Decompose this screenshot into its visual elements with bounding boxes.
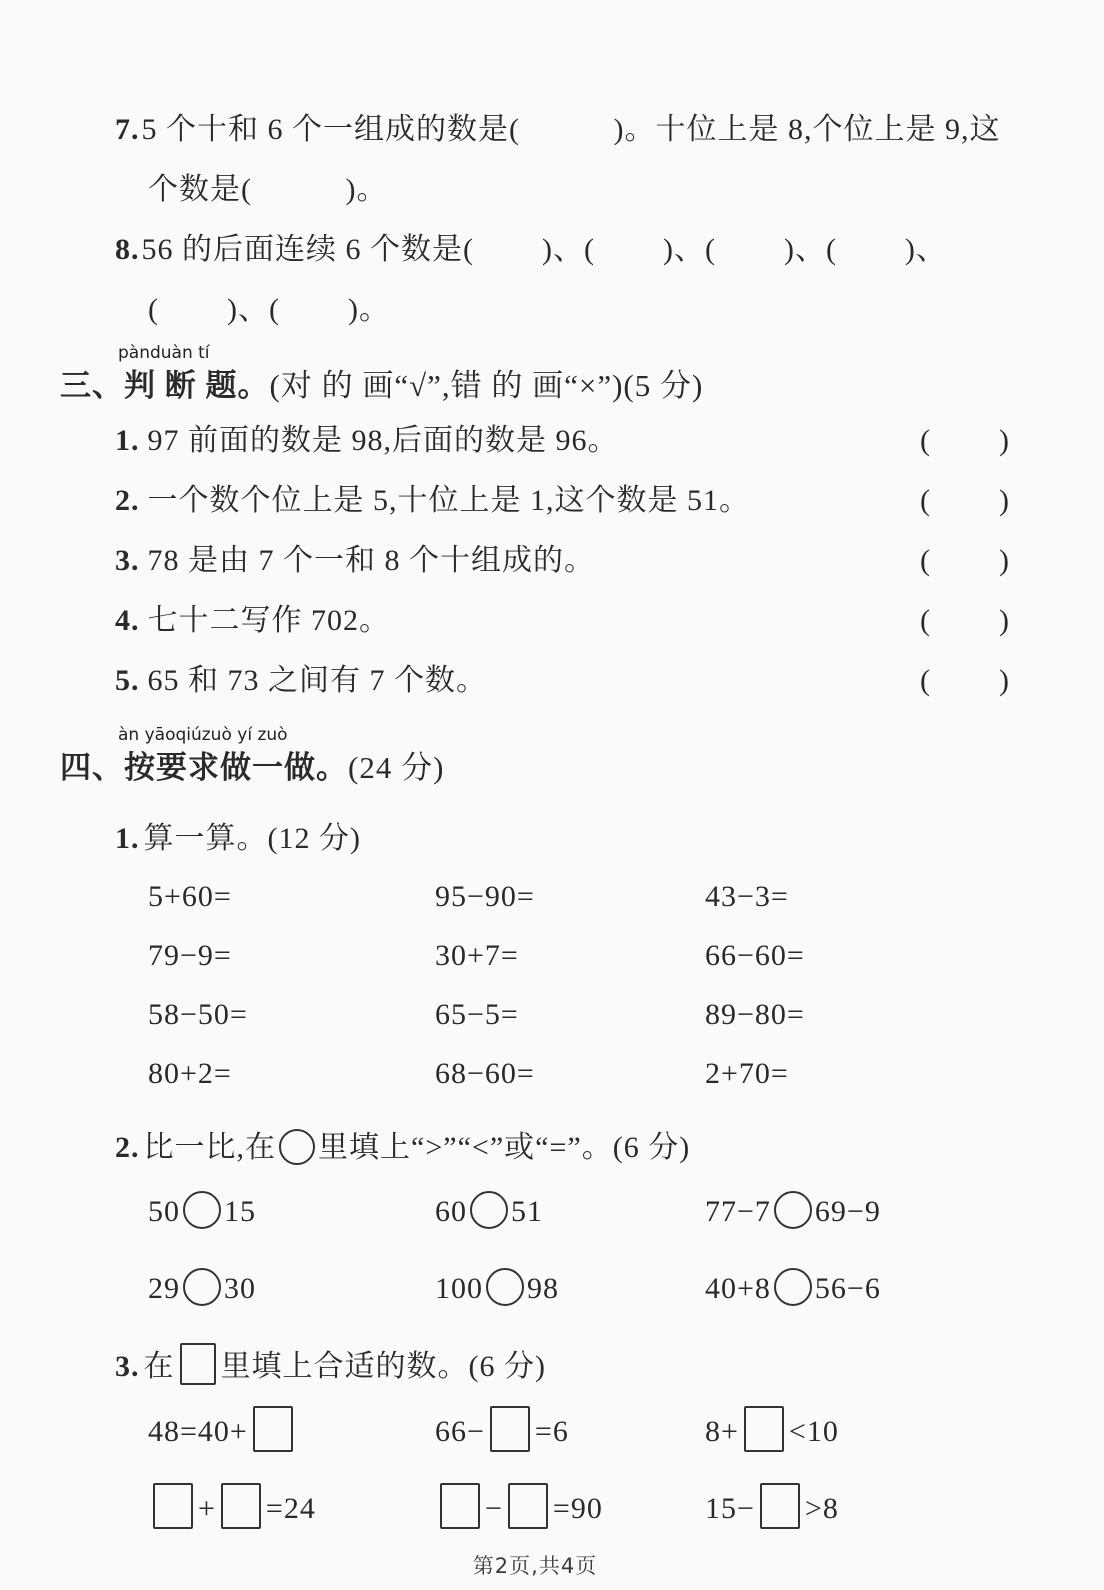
subsection-title-text: 算一算。(12 分): [143, 822, 361, 855]
item-number: 4.: [115, 604, 140, 637]
subsection-title-text: 比一比,在 里填上“>”“<”或“=”。(6 分): [143, 1131, 691, 1164]
question-number: 8.: [115, 233, 140, 266]
answer-blank: ( ): [920, 664, 1010, 697]
section-judgement: [60, 342, 1010, 698]
answer-blank: ( ): [920, 424, 1010, 457]
answer-blank: ( ): [920, 484, 1010, 517]
fill-subsection-title: [115, 1343, 1010, 1388]
item-text: 七十二写作 702。: [147, 604, 390, 637]
fill-item: + =24: [148, 1483, 435, 1532]
question-number: 7.: [115, 113, 140, 146]
question-7-line-2: [148, 160, 1010, 220]
compare-circle-blank: [486, 1268, 524, 1306]
compare-circle-blank: [470, 1191, 508, 1229]
section-title-note: (对 的 画“√”,错 的 画“×”)(5 分): [269, 368, 704, 403]
compare-grid: [148, 1191, 1010, 1309]
compare-item: 100 98: [435, 1268, 705, 1309]
question-7: [115, 100, 1010, 220]
calc-item: 65−5=: [435, 998, 519, 1031]
question-text: 个数是( )。: [148, 173, 388, 206]
question-text: ( )、( )。: [148, 293, 390, 326]
item-text: 一个数个位上是 5,十位上是 1,这个数是 51。: [147, 484, 750, 517]
section-judgement-title: [60, 364, 1010, 408]
question-8: [115, 220, 1010, 340]
section-do-pinyin: àn yāoqiúzuò yí zuò: [118, 725, 288, 745]
question-7-line-1: [115, 100, 1010, 160]
judgement-item-1: [115, 424, 1010, 458]
judgement-item-5: [115, 664, 1010, 698]
calc-item: 2+70=: [705, 1057, 789, 1090]
calc-item: 30+7=: [435, 939, 519, 972]
compare-circle-blank: [774, 1268, 812, 1306]
calc-subsection-title: [115, 818, 1010, 860]
calc-item: 95−90=: [435, 880, 535, 913]
calc-item: 89−80=: [705, 998, 805, 1031]
fill-box-blank: [508, 1483, 548, 1529]
compare-item: 60 51: [435, 1191, 705, 1232]
fill-item: 48=40+: [148, 1406, 435, 1455]
section-title-note: (24 分): [348, 750, 445, 785]
section-title-bold: 三、判 断 题。: [60, 368, 270, 403]
compare-item: 77−7 69−9: [705, 1191, 1010, 1232]
item-number: 1.: [115, 424, 140, 457]
fill-item: − =90: [435, 1483, 705, 1532]
compare-circle-blank: [774, 1191, 812, 1229]
fill-item: 8+ <10: [705, 1406, 1010, 1455]
fill-box-blank: [180, 1343, 216, 1385]
fill-box-blank: [490, 1406, 530, 1452]
section-judgement-pinyin: pànduàn tí: [118, 343, 210, 363]
question-8-line-2: [148, 280, 1010, 340]
judgement-item-3: [115, 544, 1010, 578]
answer-blank: ( ): [920, 544, 1010, 577]
fill-box-blank: [253, 1406, 293, 1452]
judgement-list: [60, 424, 1010, 698]
judgement-item-4: [115, 604, 1010, 638]
calc-item: 58−50=: [148, 998, 248, 1031]
item-text: 78 是由 7 个一和 8 个十组成的。: [147, 544, 595, 577]
fill-box-blank: [153, 1483, 193, 1529]
fill-item: 66− =6: [435, 1406, 705, 1455]
compare-circle-blank: [279, 1129, 315, 1165]
fill-box-blank: [440, 1483, 480, 1529]
compare-item: 50 15: [148, 1191, 435, 1232]
subsection-title-text: 在 里填上合适的数。(6 分): [144, 1350, 547, 1383]
section-title-bold: 四、按要求做一做。: [60, 750, 348, 785]
question-text: 5 个十和 6 个一组成的数是( )。十位上是 8,个位上是 9,这: [141, 113, 1001, 146]
calc-item: 5+60=: [148, 880, 232, 913]
answer-blank: ( ): [920, 604, 1010, 637]
subsection-number: 3.: [115, 1350, 140, 1383]
item-number: 3.: [115, 544, 140, 577]
compare-item: 29 30: [148, 1268, 435, 1309]
subsection-number: 2.: [115, 1131, 140, 1164]
judgement-item-2: [115, 484, 1010, 518]
calc-item: 80+2=: [148, 1057, 232, 1090]
compare-circle-blank: [183, 1191, 221, 1229]
calc-item: 68−60=: [435, 1057, 535, 1090]
question-text: 56 的后面连续 6 个数是( )、( )、( )、( )、: [141, 233, 947, 266]
compare-circle-blank: [183, 1268, 221, 1306]
item-number: 2.: [115, 484, 140, 517]
calc-item: 43−3=: [705, 880, 789, 913]
section-do-title: [60, 746, 1010, 790]
item-text: 65 和 73 之间有 7 个数。: [147, 664, 487, 697]
item-number: 5.: [115, 664, 140, 697]
fill-item: 15− >8: [705, 1483, 1010, 1532]
question-8-line-1: [115, 220, 1010, 280]
section-do-as-required: [60, 724, 1010, 1532]
page-footer: 第2页,共4页: [472, 1554, 598, 1578]
fill-box-blank: [744, 1406, 784, 1452]
subsection-number: 1.: [115, 822, 140, 855]
compare-item: 40+8 56−6: [705, 1268, 1010, 1309]
calc-grid: [148, 880, 1010, 1091]
fill-grid: [148, 1406, 1010, 1532]
calc-item: 79−9=: [148, 939, 232, 972]
fill-box-blank: [221, 1483, 261, 1529]
fill-box-blank: [760, 1483, 800, 1529]
compare-subsection-title: [115, 1127, 1010, 1169]
calc-item: 66−60=: [705, 939, 805, 972]
item-text: 97 前面的数是 98,后面的数是 96。: [147, 424, 619, 457]
